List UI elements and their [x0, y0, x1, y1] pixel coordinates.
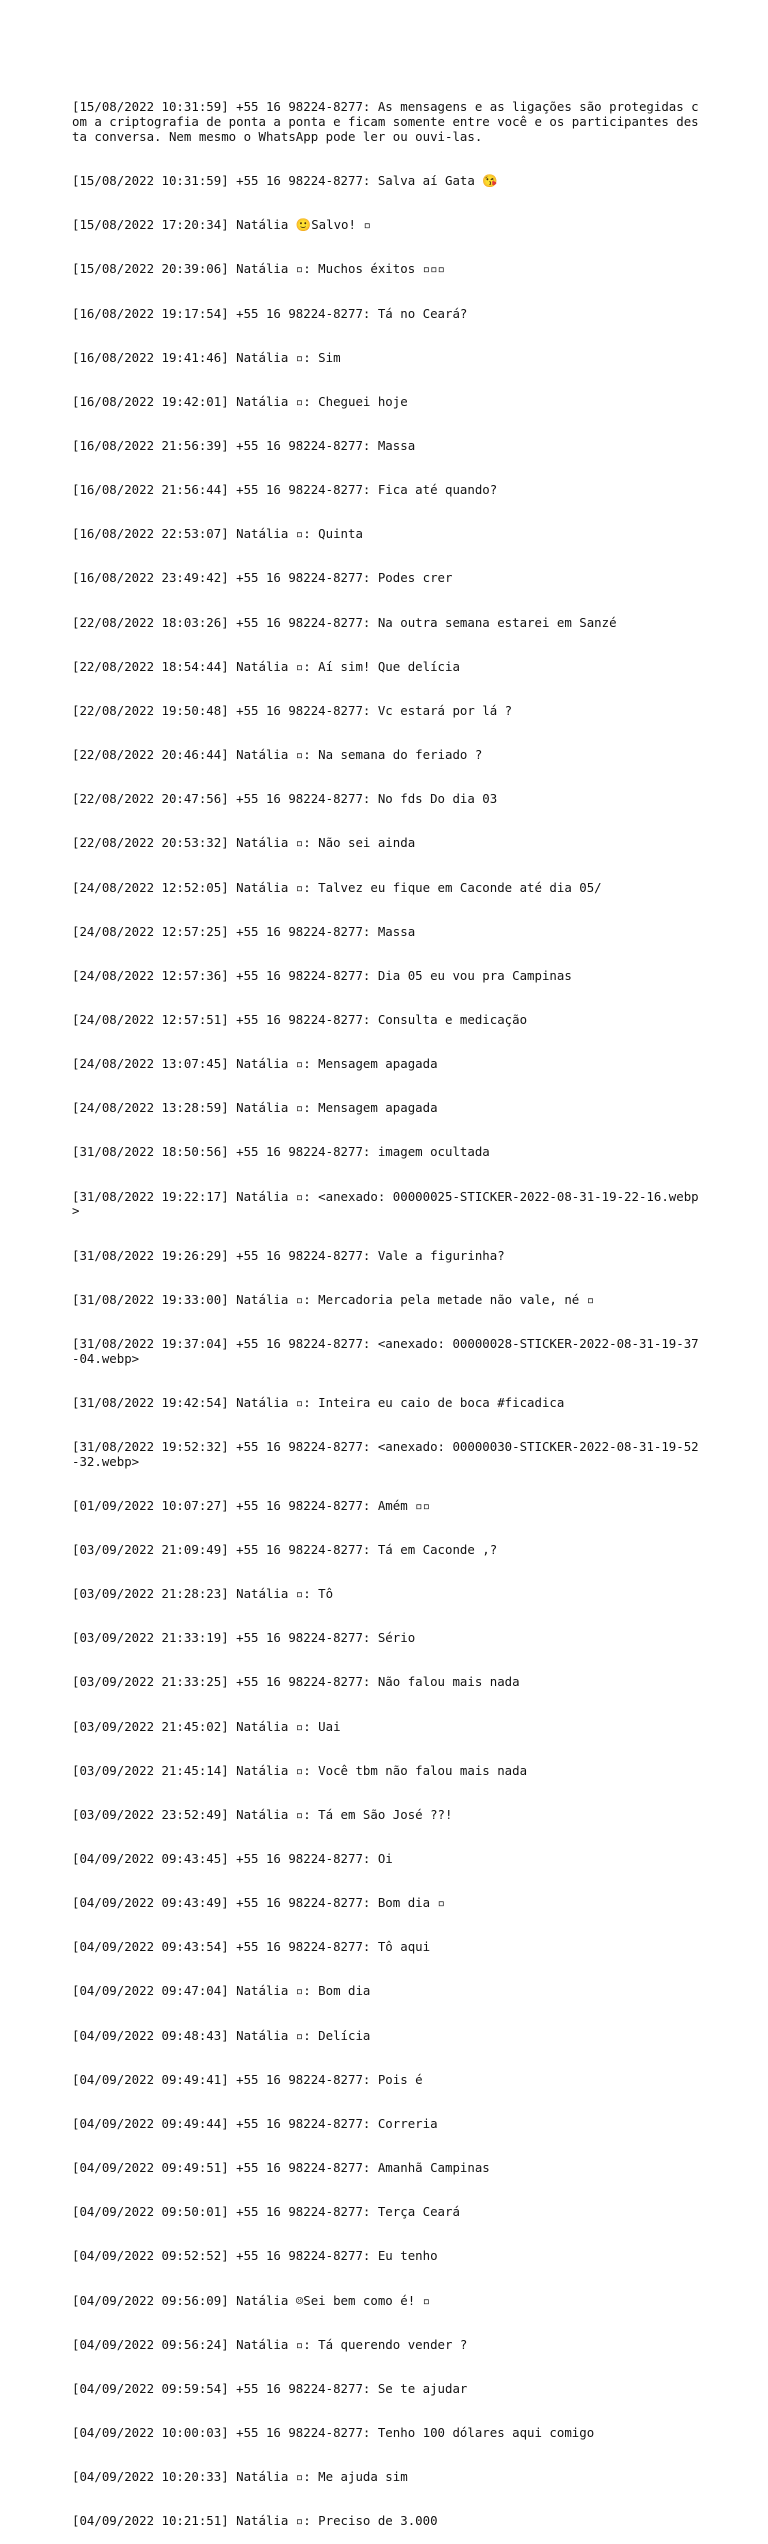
chat-line: [04/09/2022 09:47:04] Natália ▫: Bom dia: [72, 1983, 371, 1999]
chat-line: [31/08/2022 18:50:56] +55 16 98224-8277: imagem ocultada: [72, 1144, 490, 1160]
chat-line: [04/09/2022 09:43:45] +55 16 98224-8277: Oi: [72, 1850, 393, 1866]
chat-line: [22/08/2022 18:54:44] Natália ▫: Aí sim! Que delícia: [72, 658, 460, 674]
chat-line: [04/09/2022 09:49:51] +55 16 98224-8277: Amanhã Campinas: [72, 2160, 490, 2176]
chat-transcript: [72, 71, 702, 2544]
chat-line: [22/08/2022 20:53:32] Natália ▫: Não sei ainda: [72, 835, 416, 851]
chat-line: [31/08/2022 19:42:54] Natália ▫: Inteira eu caio de boca #ficadica: [72, 1394, 565, 1410]
chat-line: [22/08/2022 20:46:44] Natália ▫: Na semana do feriado ?: [72, 747, 483, 763]
chat-line: [31/08/2022 19:52:32] +55 16 98224-8277: <anexado: 00000030-STICKER-2022-08-31-19-52-32.webp>: [72, 1438, 699, 1469]
chat-line: [04/09/2022 09:43:49] +55 16 98224-8277: Bom dia ▫: [72, 1895, 445, 1911]
chat-line: [03/09/2022 21:09:49] +55 16 98224-8277: Tá em Caconde ,?: [72, 1541, 498, 1557]
chat-line: [04/09/2022 09:52:52] +55 16 98224-8277: Eu tenho: [72, 2248, 438, 2264]
chat-line: [16/08/2022 21:56:44] +55 16 98224-8277: Fica até quando?: [72, 482, 498, 498]
chat-line: [16/08/2022 19:42:01] Natália ▫: Cheguei hoje: [72, 393, 408, 409]
chat-line: [16/08/2022 23:49:42] +55 16 98224-8277: Podes crer: [72, 570, 453, 586]
chat-line: [16/08/2022 19:17:54] +55 16 98224-8277: Tá no Ceará?: [72, 305, 468, 321]
chat-line: [16/08/2022 19:41:46] Natália ▫: Sim: [72, 349, 341, 365]
chat-line: [24/08/2022 12:57:51] +55 16 98224-8277: Consulta e medicação: [72, 1012, 528, 1027]
chat-line: [22/08/2022 19:50:48] +55 16 98224-8277: Vc estará por lá ?: [72, 702, 513, 718]
chat-line: [24/08/2022 13:28:59] Natália ▫: Mensagem apagada: [72, 1100, 438, 1116]
chat-line: [03/09/2022 21:33:25] +55 16 98224-8277: Não falou mais nada: [72, 1674, 520, 1690]
chat-line: [04/09/2022 10:00:03] +55 16 98224-8277: Tenho 100 dólares aqui comigo: [72, 2425, 595, 2440]
chat-line: [03/09/2022 21:45:14] Natália ▫: Você tbm não falou mais nada: [72, 1762, 528, 1778]
chat-line: [04/09/2022 10:20:33] Natália ▫: Me ajuda sim: [72, 2469, 408, 2485]
chat-line: [04/09/2022 09:56:09] Natália ☹Sei bem como é! ▫: [72, 2292, 431, 2308]
chat-line: [16/08/2022 21:56:39] +55 16 98224-8277: Massa: [72, 437, 416, 453]
chat-line: [03/09/2022 21:45:02] Natália ▫: Uai: [72, 1718, 341, 1734]
chat-line: [24/08/2022 12:57:25] +55 16 98224-8277: Massa: [72, 923, 416, 939]
chat-line: [04/09/2022 09:56:24] Natália ▫: Tá querendo vender ?: [72, 2336, 468, 2352]
chat-line: [22/08/2022 18:03:26] +55 16 98224-8277: Na outra semana estarei em Sanzé: [72, 614, 617, 630]
chat-line: [04/09/2022 09:49:41] +55 16 98224-8277: Pois é: [72, 2071, 423, 2087]
chat-line: [22/08/2022 20:47:56] +55 16 98224-8277: No fds Do dia 03: [72, 791, 498, 807]
chat-line: [03/09/2022 21:28:23] Natália ▫: Tô: [72, 1586, 334, 1602]
chat-line: [03/09/2022 23:52:49] Natália ▫: Tá em São José ??!: [72, 1806, 453, 1822]
chat-line: [04/09/2022 09:50:01] +55 16 98224-8277: Terça Ceará: [72, 2204, 460, 2220]
chat-line: [04/09/2022 09:43:54] +55 16 98224-8277: Tô aqui: [72, 1939, 431, 1955]
chat-line: [04/09/2022 09:48:43] Natália ▫: Delícia: [72, 2027, 371, 2043]
chat-line: [31/08/2022 19:37:04] +55 16 98224-8277: <anexado: 00000028-STICKER-2022-08-31-19-37-04.webp>: [72, 1335, 699, 1366]
chat-line: [15/08/2022 10:31:59] +55 16 98224-8277: As mensagens e as ligações são protegidas com a criptografia de ponta a ponta e ficam somente entre você e os participantes desta conversa. Nem mesmo o WhatsApp pode ler ou ouvi-las.: [72, 99, 699, 144]
chat-line: [31/08/2022 19:22:17] Natália ▫: <anexado: 00000025-STICKER-2022-08-31-19-22-16.webp>: [72, 1188, 699, 1219]
chat-line: [31/08/2022 19:33:00] Natália ▫: Mercadoria pela metade não vale, né ▫: [72, 1291, 595, 1307]
chat-line: [24/08/2022 12:52:05] Natália ▫: Talvez eu fique em Caconde até dia 05/: [72, 879, 602, 895]
chat-line: [15/08/2022 10:31:59] +55 16 98224-8277: Salva aí Gata 😘: [72, 173, 498, 189]
chat-line: [04/09/2022 09:49:44] +55 16 98224-8277: Correria: [72, 2115, 438, 2131]
chat-line: [01/09/2022 10:07:27] +55 16 98224-8277: Amém ▫▫: [72, 1497, 431, 1513]
chat-line: [16/08/2022 22:53:07] Natália ▫: Quinta: [72, 526, 363, 542]
chat-line: [15/08/2022 20:39:06] Natália ▫: Muchos éxitos ▫▫▫: [72, 261, 445, 277]
chat-line: [31/08/2022 19:26:29] +55 16 98224-8277: Vale a figurinha?: [72, 1247, 505, 1263]
chat-line: [24/08/2022 12:57:36] +55 16 98224-8277: Dia 05 eu vou pra Campinas: [72, 967, 572, 983]
chat-line: [15/08/2022 17:20:34] Natália 🙂Salvo! ▫: [72, 217, 371, 233]
chat-line: [03/09/2022 21:33:19] +55 16 98224-8277: Sério: [72, 1630, 416, 1646]
chat-line: [24/08/2022 13:07:45] Natália ▫: Mensagem apagada: [72, 1056, 438, 1072]
chat-line: [04/09/2022 09:59:54] +55 16 98224-8277: Se te ajudar: [72, 2380, 468, 2396]
chat-line: [04/09/2022 10:21:51] Natália ▫: Preciso de 3.000: [72, 2513, 438, 2529]
